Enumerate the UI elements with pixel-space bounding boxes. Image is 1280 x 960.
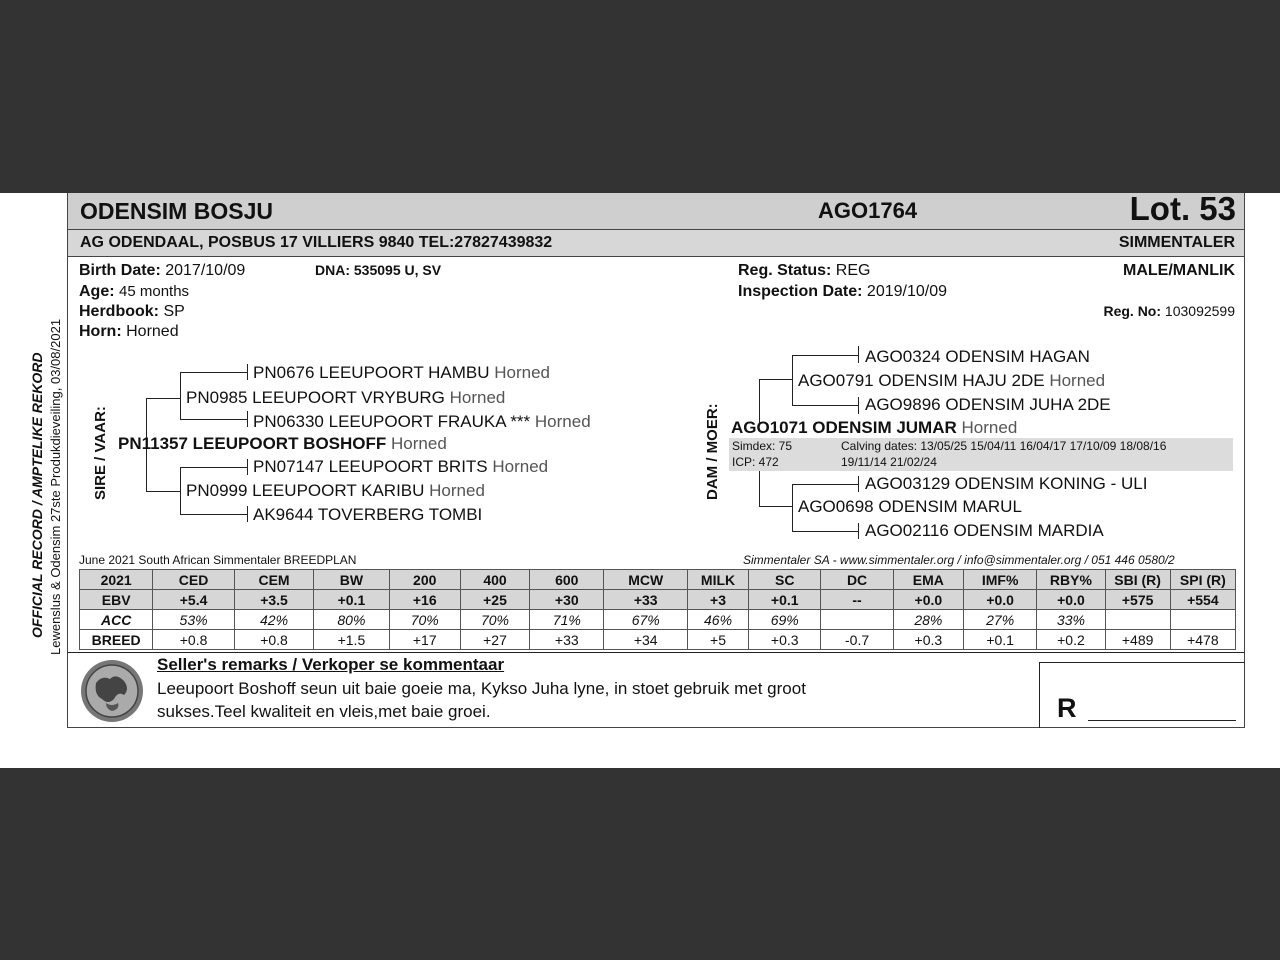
breed-avg-row: BREED +0.8 +0.8 +1.5 +17 +27 +33 +34 +5 +0.3 -0.7 +0.3 +0.1 +0.2 +489 +478 <box>80 630 1236 650</box>
horn: Horn: Horned <box>79 323 179 340</box>
animal-name: ODENSIM BOSJU <box>80 198 273 224</box>
globe-seal-icon <box>80 659 144 723</box>
sale-source-label: Lewenslus & Odensim 27ste Produkdieveiling, 03/08/2021 <box>48 318 63 655</box>
dam-name: AGO1071 ODENSIM JUMAR Horned <box>731 418 1018 437</box>
birth-date: Birth Date: 2017/10/09 <box>79 262 246 279</box>
breedplan-title: June 2021 South African Simmentaler BREEDPLAN <box>79 553 357 567</box>
dam-simdex: Simdex: 75 <box>732 439 793 453</box>
age: Age: 45 months <box>79 283 190 300</box>
ebv-row: EBV +5.4 +3.5 +0.1 +16 +25 +30 +33 +3 +0.1 -- +0.0 +0.0 +0.0 +575 +554 <box>80 590 1236 610</box>
sire-name: PN11357 LEEUPOORT BOSHOFF Horned <box>118 434 447 453</box>
sire-section-label: SIRE / VAAR: <box>92 406 109 500</box>
title-bar <box>67 193 1245 230</box>
dam-sire-sire: AGO0324 ODENSIM HAGAN <box>865 347 1090 366</box>
lot-number: Lot. 53 <box>1129 193 1236 227</box>
sire-sire-dam: PN06330 LEEUPOORT FRAUKA *** Horned <box>253 412 591 431</box>
herdbook: Herdbook: SP <box>79 303 185 320</box>
dam-dam-sire: AGO03129 ODENSIM KONING - ULI <box>865 474 1148 493</box>
dam-section-label: DAM / MOER: <box>704 403 721 500</box>
price-r-label: R <box>1057 693 1077 723</box>
owner-bar <box>67 230 1245 257</box>
price-line <box>1088 720 1236 721</box>
auction-lot-card <box>0 193 1280 768</box>
dam-dam-dam: AGO02116 ODENSIM MARDIA <box>865 521 1104 540</box>
sire-dam: PN0999 LEEUPOORT KARIBU Horned <box>186 481 485 500</box>
official-record-label: OFFICIAL RECORD / AMPTELIKE REKORD <box>29 352 45 638</box>
sire-dam-sire: PN07147 LEEUPOORT BRITS Horned <box>253 457 549 476</box>
sire-sire-sire: PN0676 LEEUPOORT HAMBU Horned <box>253 363 551 382</box>
reg-status: Reg. Status: REG <box>738 262 871 279</box>
animal-id: AGO1764 <box>818 198 918 223</box>
acc-row: ACC 53% 42% 80% 70% 70% 71% 67% 46% 69% 28% 27% 33% <box>80 610 1236 630</box>
breedplan-contact: Simmentaler SA - www.simmentaler.org / info@simmentaler.org / 051 446 0580/2 <box>743 553 1175 567</box>
remarks-line-2: sukses.Teel kwaliteit en vleis,met baie groei. <box>157 702 491 721</box>
inspection-date: Inspection Date: 2019/10/09 <box>738 283 947 300</box>
dam-icp: ICP: 472 <box>732 455 779 469</box>
dam-calving-dates-cont: 19/11/14 21/02/24 <box>841 455 937 469</box>
sire-dam-dam: AK9644 TOVERBERG TOMBI <box>253 505 483 524</box>
owner-info: AG ODENDAAL, POSBUS 17 VILLIERS 9840 TEL:27827439832 <box>80 234 553 251</box>
remarks-line-1: Leeupoort Boshoff seun uit baie goeie ma, Kykso Juha lyne, in stoet gebruik met groot <box>157 679 806 698</box>
dna-info: DNA: 535095 U, SV <box>315 262 442 278</box>
reg-number: Reg. No: 103092599 <box>1103 303 1235 319</box>
ebv-table <box>79 569 1236 650</box>
dam-calving-dates: Calving dates: 13/05/25 15/04/11 16/04/17 17/10/09 18/08/16 <box>841 439 1167 453</box>
ebv-header-row: 2021 CED CEM BW 200 400 600 MCW MILK SC DC EMA IMF% RBY% SBI (R) SPI (R) <box>80 570 1236 590</box>
dam-sire-dam: AGO9896 ODENSIM JUHA 2DE <box>865 395 1111 414</box>
sire-sire: PN0985 LEEUPOORT VRYBURG Horned <box>186 388 506 407</box>
dam-sire: AGO0791 ODENSIM HAJU 2DE Horned <box>798 371 1106 390</box>
breed-label: SIMMENTALER <box>1118 234 1235 251</box>
sex-label: MALE/MANLIK <box>1123 262 1235 279</box>
remarks-title: Seller's remarks / Verkoper se kommentaar <box>157 655 505 674</box>
dam-dam: AGO0698 ODENSIM MARUL <box>798 497 1022 516</box>
